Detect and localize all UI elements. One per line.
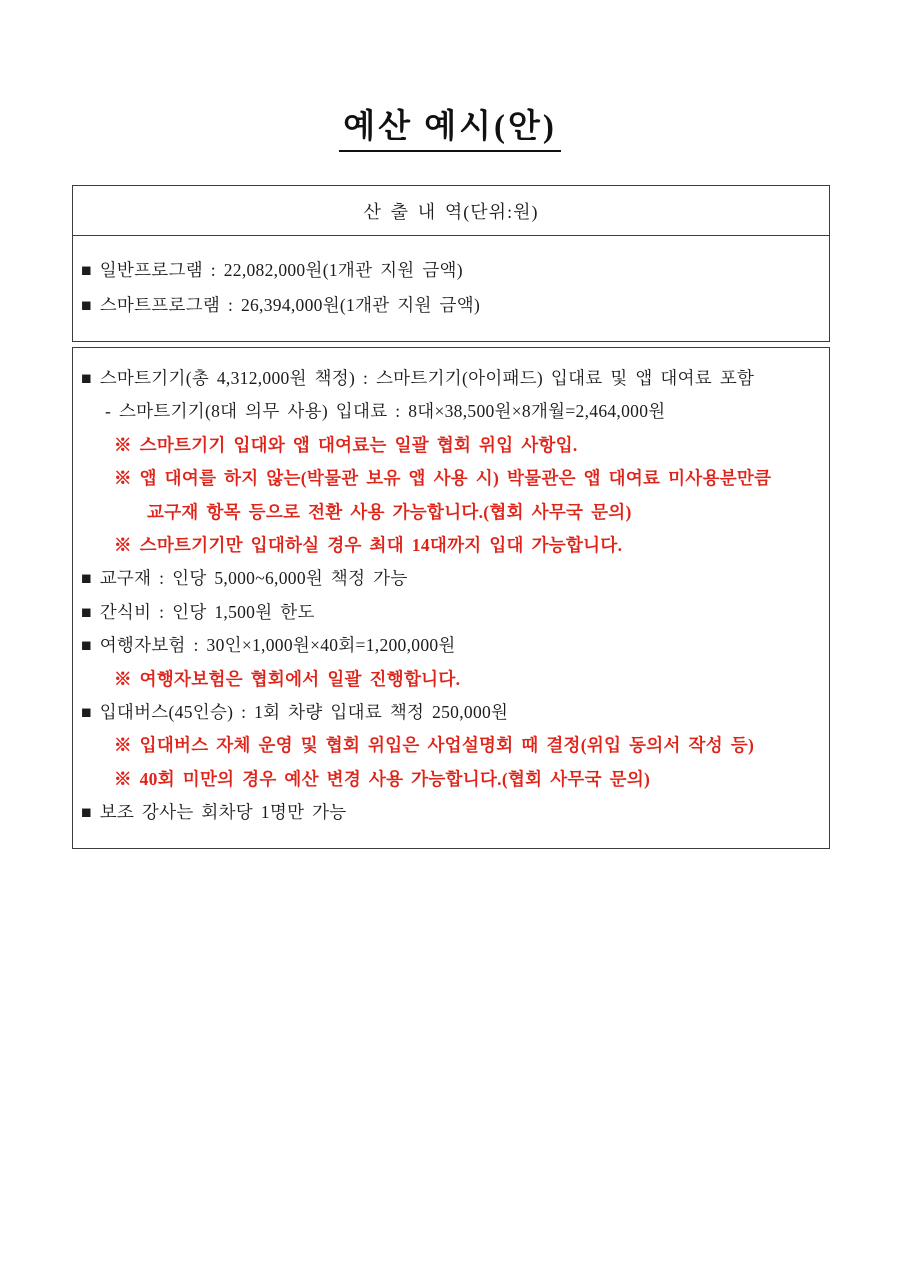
detail-note-app-unused: ※ 앱 대여를 하지 않는(박물관 보유 앱 사용 시) 박물관은 앱 대여료 미사용분만큼 bbox=[114, 468, 772, 489]
detail-line-smart-device-rental: - 스마트기기(8대 의무 사용) 입대료 : 8대×38,500원×8개월=2,464,000원 bbox=[105, 401, 666, 422]
detail-note-app-unused-continued: 교구재 항목 등으로 전환 사용 가능합니다.(협회 사무국 문의) bbox=[147, 501, 632, 522]
detail-line-snack-cost: ■ 간식비 : 인당 1,500원 한도 bbox=[81, 601, 315, 622]
detail-line-teaching-materials: ■ 교구재 : 인당 5,000~6,000원 책정 가능 bbox=[81, 568, 408, 589]
detail-note-insurance: ※ 여행자보험은 협회에서 일괄 진행합니다. bbox=[114, 668, 461, 689]
page-title bbox=[0, 100, 900, 147]
summary-table-header: 산 출 내 역(단위:원) bbox=[73, 186, 829, 236]
detail-line-travel-insurance: ■ 여행자보험 : 30인×1,000원×40회=1,200,000원 bbox=[81, 635, 456, 656]
detail-line-smart-device: ■ 스마트기기(총 4,312,000원 책정) : 스마트기기(아이패드) 입대료 및 앱 대여료 포함 bbox=[81, 368, 755, 388]
detail-line-assistant-instructor: ■ 보조 강사는 회차당 1명만 가능 bbox=[81, 802, 347, 823]
page-title-text: 예산 예시(안) bbox=[339, 109, 561, 152]
summary-table bbox=[72, 185, 830, 342]
summary-item-general-program: ■ 일반프로그램 : 22,082,000원(1개관 지원 금액) bbox=[81, 260, 463, 280]
detail-note-bus-decision: ※ 입대버스 자체 운영 및 협회 위입은 사업설명회 때 결정(위입 동의서 작성 등) bbox=[114, 735, 755, 756]
detail-table bbox=[72, 347, 830, 849]
summary-item-smart-program: ■ 스마트프로그램 : 26,394,000원(1개관 지원 금액) bbox=[81, 295, 481, 315]
summary-table-body bbox=[73, 236, 829, 323]
detail-note-budget-change: ※ 40회 미만의 경우 예산 변경 사용 가능합니다.(협회 사무국 문의) bbox=[114, 768, 651, 789]
detail-note-rental-delegation: ※ 스마트기기 입대와 앱 대여료는 일괄 협회 위입 사항입. bbox=[114, 434, 578, 455]
detail-line-rental-bus: ■ 입대버스(45인승) : 1회 차량 입대료 책정 250,000원 bbox=[81, 702, 509, 723]
detail-note-max-devices: ※ 스마트기기만 입대하실 경우 최대 14대까지 입대 가능합니다. bbox=[114, 535, 623, 556]
